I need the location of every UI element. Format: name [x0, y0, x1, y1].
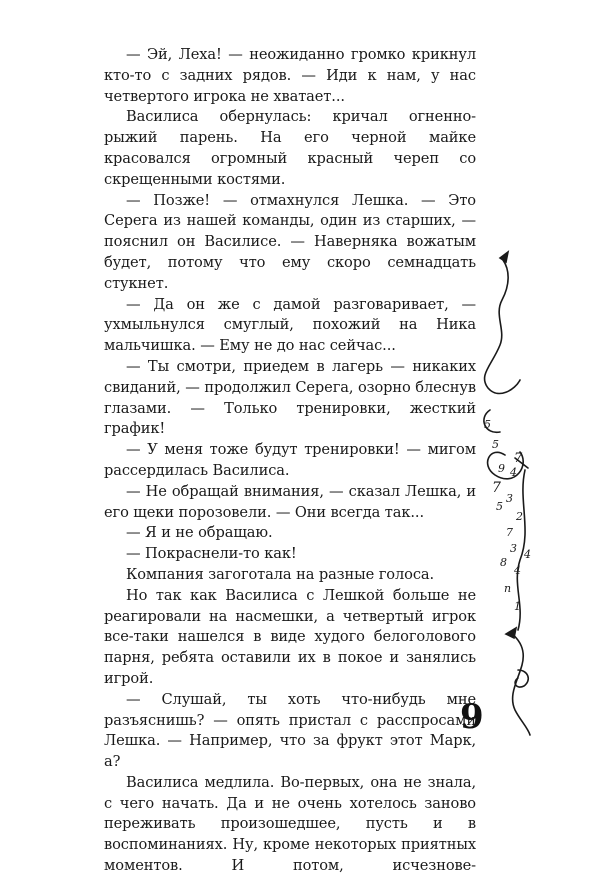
ornament-glyph: 4: [510, 466, 517, 479]
paragraph: — Позже! — отмахнулся Лешка. — Это Серега из нашей команды, один из старших, — пояснил он Василисе. — Наверняка вожатым будет, потому что ему скоро семнадцать стукнет.: [104, 191, 476, 292]
paragraph: — Ты смотри, приедем в лагерь — никаких свиданий, — продолжил Серега, озорно блеснув глазами. — Только тренировки, жесткий график!: [104, 357, 476, 438]
ornament-glyph: 2: [516, 510, 523, 523]
ornament-glyph: 7: [492, 480, 501, 496]
paragraph: — Не обращай внимания, — сказал Лешка, и его щеки порозовели. — Они всегда так...: [104, 482, 476, 521]
paragraph: Компания загоготала на разные голоса.: [126, 565, 435, 583]
decorative-swirl-ornament: [470, 240, 600, 740]
ornament-glyph: 5: [496, 500, 503, 513]
paragraph: — Я и не обращаю.: [126, 524, 273, 542]
page-number: 9: [460, 697, 484, 737]
paragraph: — У меня тоже будут тренировки! — мигом рассердилась Василиса.: [104, 441, 476, 479]
ornament-glyph: 4: [514, 564, 521, 577]
paragraph: Василиса медлила. Во-первых, она не знала, с чего начать. Да и не очень хотелось заново переживать произошедшее, пусть и в воспоминаниях. Ну, кроме некоторых приятных моментов. И потом, исчезнове-: [104, 773, 476, 875]
paragraph: Но так как Василиса с Лешкой больше не реагировали на насмешки, а четвертый игрок все-таки нашелся в виде худого белоголового парня, ребята оставили их в покое и занялись игрой.: [104, 586, 476, 687]
paragraph: — Слушай, ты хоть что-нибудь мне разъяснишь? — опять пристал с расспросами Лешка. — Например, что за фрукт этот Марк, а?: [104, 690, 476, 771]
ornament-glyph: 7: [506, 526, 513, 539]
ornament-glyph: 1: [514, 600, 521, 613]
paragraph: — Покраснели-то как!: [126, 545, 297, 563]
ornament-glyph: 3: [510, 542, 517, 555]
ornament-glyph: n: [504, 582, 512, 595]
ornament-glyph: 8: [500, 556, 507, 569]
ornament-glyph: 5: [492, 438, 499, 451]
paragraph: — Эй, Леха! — неожиданно громко крикнул кто-то с задних рядов. — Иди к нам, у нас четвертого игрока не хватает...: [104, 46, 476, 105]
ornament-glyph: 4: [524, 548, 531, 561]
ornament-glyph: 7: [514, 451, 523, 466]
ornament-glyph: 9: [498, 462, 505, 475]
paragraph: — Да он же с дамой разговаривает, — ухмыльнулся смуглый, похожий на Ника мальчишка. — Ему не до нас сейчас...: [104, 295, 476, 355]
paragraph: Василиса обернулась: кричал огненно-рыжий парень. На его черной майке красовался огромный красный череп со скрещенными костями.: [104, 108, 476, 188]
body-text: [104, 45, 476, 877]
ornament-glyph: 3: [506, 492, 513, 505]
ornament-glyph: 5: [484, 418, 491, 431]
